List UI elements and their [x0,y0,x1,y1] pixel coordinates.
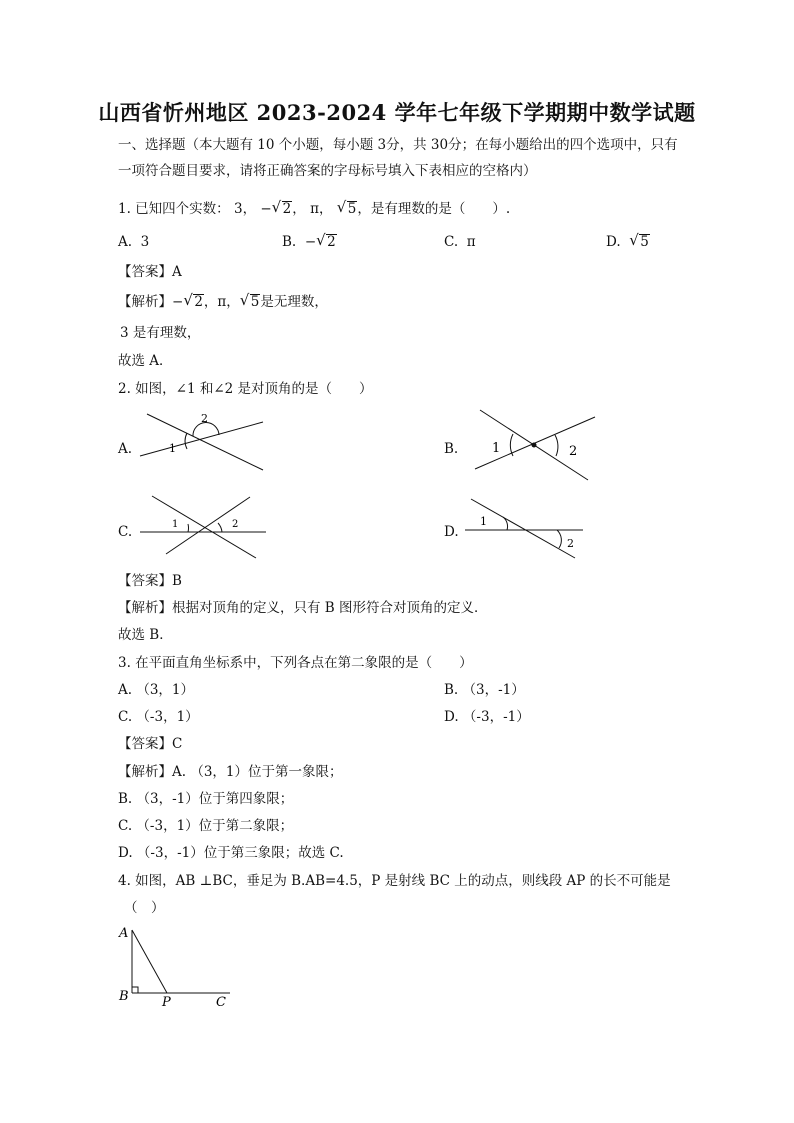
point-p-label: P [162,995,171,1010]
q2-conclusion: 故选 B． [118,627,173,643]
angle-arc [555,435,558,456]
point-b-label: B [119,989,129,1004]
q1-sep: ， [242,201,257,217]
q1-option-c [444,233,476,251]
q1-stem-prefix: 1. 已知四个实数： [118,201,230,217]
q1-option-d [606,233,650,251]
option-label: A. [118,234,133,250]
q1-neg-root2 [260,201,292,217]
sqrt-icon [317,233,337,251]
q3-stem: 3. 在平面直角坐标系中，下列各点在第二象限的是（ ） [118,655,473,671]
sqrt-icon [338,200,358,218]
sqrt-icon [630,233,650,251]
angle-1-label: 1 [169,442,176,455]
minus-sign: − [260,201,272,217]
q1-num-3: 3 [233,201,243,217]
sqrt-icon [184,293,204,311]
sqrt-icon [241,293,261,311]
radicand: 5 [640,234,649,250]
analysis-text: 是无理数， [260,294,328,310]
q3-analysis-2: B. （3，-1）位于第四象限； [118,791,294,807]
q2-figure-a [135,408,270,473]
q1-option-a [118,233,149,251]
q3-option-c: C. （-3，1） [118,709,199,725]
analysis-label: 【解析】 [118,294,172,310]
option-label: D. [606,234,621,250]
option-value: 3 [140,234,150,250]
angle-2-label: 2 [567,537,574,550]
q1-sep: ， [292,201,306,217]
q3-option-a: A. （3，1） [118,682,195,698]
q4-stem: 4. 如图，AB ⊥BC，垂足为 B.AB=4.5，P 是射线 BC 上的动点，则线段 AP 的长不可能是 [118,873,671,889]
q1-answer: 【答案】A [118,264,182,280]
q1-stem-suffix: ，是有理数的是（ ）. [357,201,511,217]
radicand: 2 [282,201,292,217]
q1-sep: ， [203,294,218,310]
q1-option-b [282,233,337,251]
q1-analysis [118,293,328,311]
angle-1-label: 1 [480,515,487,528]
q2-option-c-label: C. [118,524,133,540]
q1-stem [118,200,510,218]
q1-sep: ， [226,294,240,310]
q2-option-b-label: B. [444,441,459,457]
option-value: π [466,234,476,250]
vertex-dot [532,443,537,448]
radicand: 2 [194,294,203,310]
q2-figure-d [463,496,588,561]
angle-arc [557,530,561,548]
q4-figure [112,922,242,1012]
section-instructions: 一、选择题（本大题有 10 个小题，每小题 3分，共 30分；在每小题给出的四个选项中，只有一项符合题目要求，请将正确答案的字母标号填入下表相应的空格内） [118,137,678,179]
radicand: 2 [327,234,336,250]
angle-2-label: 2 [232,519,239,530]
point-a-label: A [119,926,129,941]
q2-stem: 2. 如图，∠1 和∠2 是对顶角的是（ ） [118,381,373,397]
angle-arc [185,433,187,449]
q3-analysis-4: D. （-3，-1）位于第三象限；故选 C. [118,845,344,861]
q3-option-d: D. （-3，-1） [444,709,530,725]
point-c-label: C [216,995,226,1010]
angle-2-label: 2 [569,444,578,459]
angle-2-label: 2 [201,412,208,425]
radicand: 5 [250,294,260,310]
option-label: B. [282,234,297,250]
sqrt-icon [273,200,293,218]
angle-1-label: 1 [172,519,179,530]
pi-value: π [217,294,227,310]
q3-analysis-1: 【解析】A. （3，1）位于第一象限； [118,764,343,780]
q1-analysis-2: 3 是有理数， [120,325,201,341]
q2-answer: 【答案】B [118,573,182,589]
q2-figure-c [138,492,273,562]
q2-figure-b [470,405,600,485]
angle-arc [218,523,222,532]
radicand: 5 [347,201,357,217]
q3-analysis-3: C. （-3，1）位于第二象限； [118,818,294,834]
right-angle-mark [132,987,138,993]
q4-paren: （ ） [124,900,165,916]
q3-option-b: B. （3，-1） [444,682,525,698]
option-label: C. [444,234,459,250]
page-title: 山西省忻州地区 2023-2024 学年七年级下学期期中数学试题 [98,100,696,125]
q3-answer: 【答案】C [118,736,183,752]
q1-sep: ， [318,201,333,217]
angle-1-label: 1 [492,441,501,456]
q1-conclusion: 故选 A． [118,353,173,369]
q2-analysis: 【解析】根据对顶角的定义，只有 B 图形符合对顶角的定义． [118,600,488,616]
q1-pi: π [310,201,319,217]
minus-sign: − [304,234,317,250]
minus-sign: − [172,294,184,310]
q2-option-a-label: A. [118,441,133,457]
q2-option-d-label: D. [444,524,459,540]
angle-arc [188,524,189,532]
